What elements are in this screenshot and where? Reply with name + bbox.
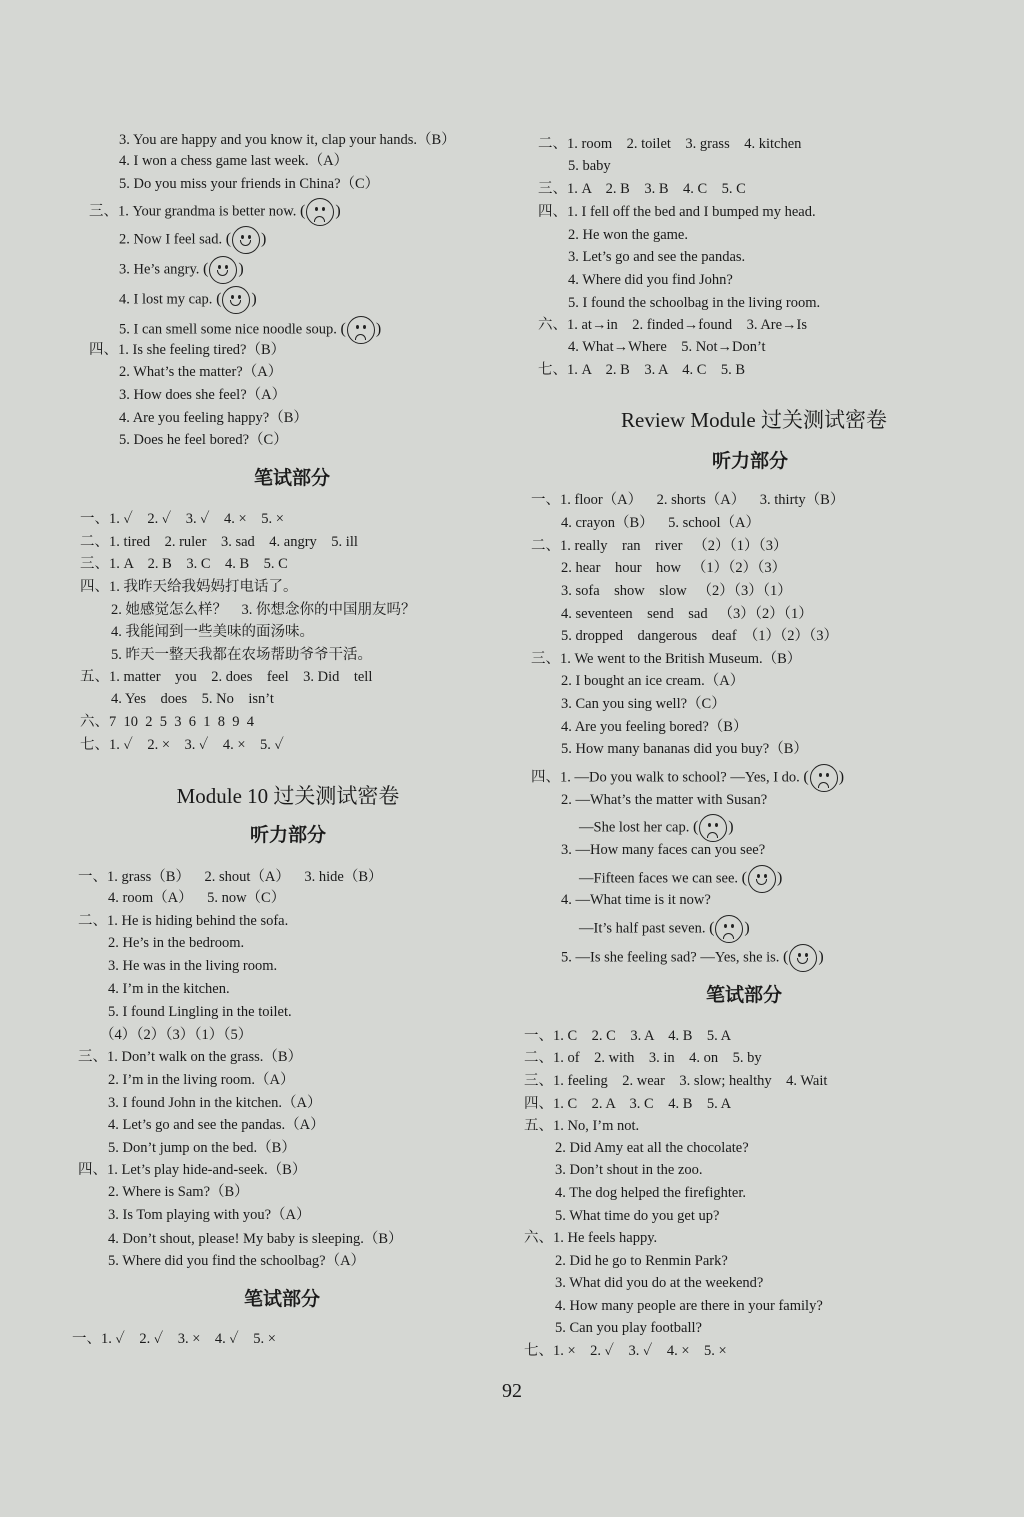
answer-line: 2. hear hour how （1）（2）（3） bbox=[561, 560, 787, 576]
answer-text: 5. —Is she feeling sad? —Yes, she is. bbox=[561, 949, 780, 966]
answer-line: 七、1. A 2. B 3. A 4. C 5. B bbox=[538, 362, 746, 378]
answer-line: 3. —How many faces can you see? bbox=[561, 842, 766, 858]
answer-line: 5. dropped dangerous deaf （1）（2）（3） bbox=[561, 628, 839, 644]
sad-face-icon bbox=[699, 814, 727, 842]
happy-face-icon bbox=[748, 865, 776, 893]
answer-line: 2. I bought an ice cream.（A） bbox=[561, 673, 745, 689]
face-answer-line: —Fifteen faces we can see. ( ) bbox=[579, 865, 782, 893]
answer-text: 三、1. Your grandma is better now. bbox=[89, 203, 297, 220]
answer-line: 4. Let’s go and see the pandas.（A） bbox=[108, 1117, 325, 1133]
face-answer-line: 4. I lost my cap. ( ) bbox=[119, 286, 257, 314]
answer-line: 一、1. floor（A） 2. shorts（A） 3. thirty（B） bbox=[531, 492, 845, 508]
face-answer-line: —It’s half past seven. ( ) bbox=[579, 915, 750, 943]
answer-text: 3. He’s angry. bbox=[119, 261, 200, 278]
answer-line: 5. I found Lingling in the toilet. bbox=[108, 1004, 292, 1020]
answer-line: 二、1. tired 2. ruler 3. sad 4. angry 5. ill bbox=[80, 534, 358, 550]
answer-line: 四、1. Is she feeling tired?（B） bbox=[89, 342, 286, 358]
answer-line: 四、1. C 2. A 3. C 4. B 5. A bbox=[524, 1096, 732, 1112]
answer-line: 五、1. matter you 2. does feel 3. Did tell bbox=[80, 669, 373, 685]
answer-line: 3. How does she feel?（A） bbox=[119, 387, 287, 403]
sad-face-icon bbox=[715, 915, 743, 943]
answer-line: 一、1. grass（B） 2. shout（A） 3. hide（B） bbox=[78, 869, 383, 885]
answer-line: 4. Yes does 5. No isn’t bbox=[111, 691, 274, 707]
answer-line: 2. 她感觉怎么样？ 3. 你想念你的中国朋友吗？ bbox=[111, 602, 416, 618]
answer-line: 一、1. C 2. C 3. A 4. B 5. A bbox=[524, 1028, 732, 1044]
answer-line: 5. baby bbox=[568, 158, 611, 174]
answer-text: 四、1. —Do you walk to school? —Yes, I do. bbox=[531, 769, 800, 786]
answer-line: 5. 昨天一整天我都在农场帮助爷爷干活。 bbox=[111, 647, 372, 663]
answer-line: 二、1. room 2. toilet 3. grass 4. kitchen bbox=[538, 136, 802, 152]
answer-line: 2. I’m in the living room.（A） bbox=[108, 1072, 295, 1088]
answer-line: 四、1. 我昨天给我妈妈打电话了。 bbox=[80, 579, 298, 595]
answer-line: 二、1. really ran river （2）（1）（3） bbox=[531, 538, 788, 554]
answer-line: 三、1. We went to the British Museum.（B） bbox=[531, 651, 802, 667]
answer-text: 4. I lost my cap. bbox=[119, 291, 213, 308]
answer-line: 4. The dog helped the firefighter. bbox=[555, 1185, 746, 1201]
sad-face-icon bbox=[810, 764, 838, 792]
answer-line: 七、1. × 2. ✓ 3. ✓ 4. × 5. × bbox=[524, 1343, 727, 1359]
module-title: Module 10 过关测试密卷 bbox=[176, 784, 400, 808]
answer-text: 5. I can smell some nice noodle soup. bbox=[119, 321, 337, 338]
answer-line: 2. He’s in the bedroom. bbox=[108, 935, 245, 951]
page-number: 92 bbox=[502, 1380, 522, 1402]
answer-line: 一、1. ✓ 2. ✓ 3. ✓ 4. × 5. × bbox=[80, 511, 284, 527]
answer-line: 5. How many bananas did you buy?（B） bbox=[561, 741, 808, 757]
face-answer-line: 5. I can smell some nice noodle soup. ( ) bbox=[119, 316, 381, 344]
answer-line: 2. He won the game. bbox=[568, 227, 688, 243]
answer-line: 三、1. A 2. B 3. C 4. B 5. C bbox=[80, 556, 288, 572]
face-answer-line: 2. Now I feel sad. ( ) bbox=[119, 226, 266, 254]
answer-line: 3. Don’t shout in the zoo. bbox=[555, 1162, 703, 1178]
answer-line: 4. 我能闻到一些美味的面汤味。 bbox=[111, 624, 314, 640]
answer-line: 4. room（A） 5. now（C） bbox=[108, 890, 286, 906]
section-heading: 听力部分 bbox=[711, 451, 788, 472]
answer-line: 六、7 10 2 5 3 6 1 8 9 4 bbox=[80, 714, 254, 730]
answer-line: 2. Did he go to Renmin Park? bbox=[555, 1253, 728, 1269]
answer-line: 4. I won a chess game last week.（A） bbox=[119, 153, 349, 169]
answer-line: 六、1. He feels happy. bbox=[524, 1230, 658, 1246]
face-answer-line: 5. —Is she feeling sad? —Yes, she is. ( ) bbox=[561, 944, 824, 972]
answer-line: 二、1. He is hiding behind the sofa. bbox=[78, 913, 289, 929]
answer-line: 4. Are you feeling happy?（B） bbox=[119, 410, 308, 426]
section-heading: 笔试部分 bbox=[253, 468, 330, 489]
answer-line: （4）（2）（3）（1）（5） bbox=[100, 1027, 253, 1043]
answer-line: 二、1. of 2. with 3. in 4. on 5. by bbox=[524, 1050, 762, 1066]
answer-line: 5. Can you play football? bbox=[555, 1320, 702, 1336]
answer-line: 四、1. Let’s play hide-and-seek.（B） bbox=[78, 1162, 307, 1178]
answer-line: 4. —What time is it now? bbox=[561, 892, 711, 908]
answer-line: 4. Don’t shout, please! My baby is sleeping.（B） bbox=[108, 1231, 403, 1247]
answer-line: 3. Let’s go and see the pandas. bbox=[568, 249, 746, 265]
happy-face-icon bbox=[232, 226, 260, 254]
answer-line: 4. I’m in the kitchen. bbox=[108, 981, 230, 997]
answer-line: 三、1. feeling 2. wear 3. slow; healthy 4. Wait bbox=[524, 1073, 828, 1089]
section-heading: 笔试部分 bbox=[705, 985, 782, 1006]
happy-face-icon bbox=[222, 286, 250, 314]
answer-line: 3. sofa show slow （2）（3）（1） bbox=[561, 583, 792, 599]
answer-text: 2. Now I feel sad. bbox=[119, 231, 223, 248]
answer-line: 5. What time do you get up? bbox=[555, 1208, 720, 1224]
answer-line: 2. Where is Sam?（B） bbox=[108, 1184, 249, 1200]
answer-line: 3. He was in the living room. bbox=[108, 958, 278, 974]
answer-line: 4. Where did you find John? bbox=[568, 272, 733, 288]
answer-line: 3. Can you sing well?（C） bbox=[561, 696, 726, 712]
sad-face-icon bbox=[347, 316, 375, 344]
section-heading: 笔试部分 bbox=[243, 1289, 320, 1310]
answer-line: 六、1. at→in 2. finded→found 3. Are→Is bbox=[538, 317, 808, 333]
answer-line: 四、1. I fell off the bed and I bumped my head. bbox=[538, 204, 816, 220]
sad-face-icon bbox=[306, 198, 334, 226]
answer-line: 一、1. ✓ 2. ✓ 3. × 4. ✓ 5. × bbox=[72, 1331, 276, 1347]
answer-line: 3. You are happy and you know it, clap your hands.（B） bbox=[119, 132, 456, 148]
answer-line: 4. What→Where 5. Not→Don’t bbox=[568, 339, 766, 355]
answer-line: 三、1. Don’t walk on the grass.（B） bbox=[78, 1049, 303, 1065]
face-answer-line: —She lost her cap. ( ) bbox=[579, 814, 734, 842]
answer-line: 2. Did Amy eat all the chocolate? bbox=[555, 1140, 749, 1156]
answer-text: —Fifteen faces we can see. bbox=[579, 870, 739, 887]
answer-line: 3. Is Tom playing with you?（A） bbox=[108, 1207, 311, 1223]
answer-line: 5. I found the schoolbag in the living room. bbox=[568, 295, 821, 311]
answer-text: —She lost her cap. bbox=[579, 819, 690, 836]
answer-line: 5. Do you miss your friends in China?（C） bbox=[119, 176, 380, 192]
face-answer-line: 三、1. Your grandma is better now. ( ) bbox=[89, 198, 341, 226]
answer-text: —It’s half past seven. bbox=[579, 920, 706, 937]
answer-line: 4. crayon（B） 5. school（A） bbox=[561, 515, 760, 531]
module-title: Review Module 过关测试密卷 bbox=[621, 408, 887, 432]
answer-line: 5. Does he feel bored?（C） bbox=[119, 432, 288, 448]
answer-line: 2. —What’s the matter with Susan? bbox=[561, 792, 768, 808]
answer-line: 三、1. A 2. B 3. B 4. C 5. C bbox=[538, 181, 746, 197]
section-heading: 听力部分 bbox=[249, 825, 326, 846]
answer-line: 2. What’s the matter?（A） bbox=[119, 364, 283, 380]
answer-line: 4. How many people are there in your family? bbox=[555, 1298, 823, 1314]
face-answer-line: 四、1. —Do you walk to school? —Yes, I do. ( ) bbox=[531, 764, 844, 792]
answer-line: 七、1. ✓ 2. × 3. ✓ 4. × 5. ✓ bbox=[80, 737, 284, 753]
answer-line: 3. What did you do at the weekend? bbox=[555, 1275, 764, 1291]
happy-face-icon bbox=[789, 944, 817, 972]
happy-face-icon bbox=[209, 256, 237, 284]
answer-line: 4. seventeen send sad （3）（2）（1） bbox=[561, 606, 813, 622]
answer-line: 5. Where did you find the schoolbag?（A） bbox=[108, 1253, 366, 1269]
answer-line: 3. I found John in the kitchen.（A） bbox=[108, 1095, 322, 1111]
answer-line: 五、1. No, I’m not. bbox=[524, 1118, 640, 1134]
face-answer-line: 3. He’s angry. ( ) bbox=[119, 256, 244, 284]
answer-line: 5. Don’t jump on the bed.（B） bbox=[108, 1140, 296, 1156]
answer-line: 4. Are you feeling bored?（B） bbox=[561, 719, 748, 735]
